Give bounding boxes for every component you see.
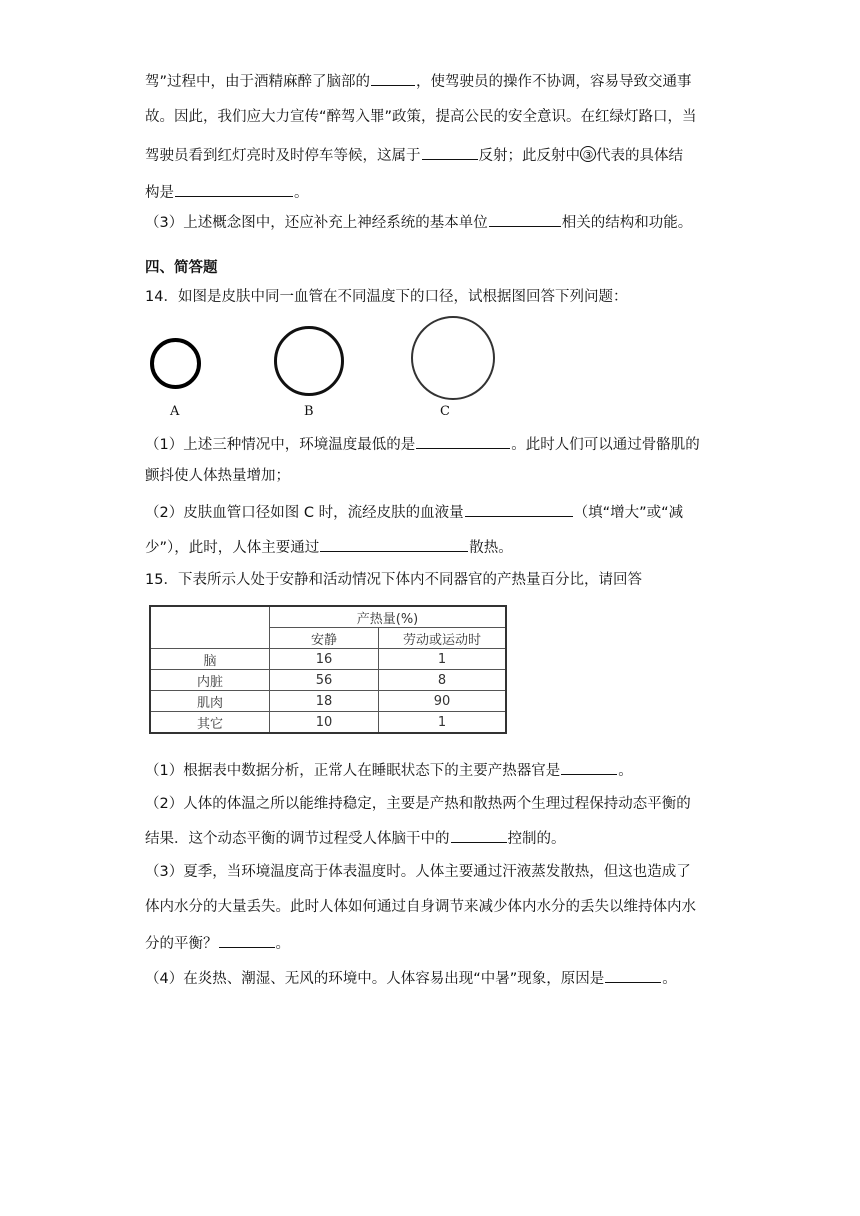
q15-text: 控制的。: [507, 831, 566, 847]
table-cell-active: 8: [379, 670, 507, 691]
q14-text: （2）皮肤血管口径如图 C 时，流经皮肤的血液量: [145, 505, 464, 521]
q15-text: 。: [662, 971, 677, 987]
q14-stem: 14．如图是皮肤中同一血管在不同温度下的口径，试根据图回答下列问题：: [145, 289, 628, 305]
answer-blank[interactable]: [451, 827, 507, 843]
answer-blank[interactable]: [465, 501, 573, 517]
vessel-b-label: B: [304, 404, 314, 419]
table-cell-active: 1: [379, 712, 507, 734]
table-header-heat: 产热量(%): [270, 606, 507, 628]
table-cell-organ: 肌肉: [150, 691, 270, 712]
section-heading: 四、简答题: [145, 260, 218, 276]
q15-text: （4）在炎热、潮湿、无风的环境中。人体容易出现“中暑”现象，原因是: [145, 971, 605, 987]
table-header-row: [150, 606, 506, 628]
q13-text: 代表的具体结: [596, 148, 683, 164]
q13-line-2: [145, 107, 697, 127]
table-col-rest: 安静: [270, 628, 379, 649]
vessel-a-diagram: [150, 338, 201, 389]
q15-part3-line3: [145, 932, 290, 954]
q13-text: ，使驾驶员的操作不协调，容易导致交通事: [416, 74, 692, 90]
table-row: [150, 712, 506, 734]
q13-text: 。: [294, 185, 309, 201]
q14-text: （填“增大”或“减: [573, 505, 684, 521]
q13-line-3: [145, 144, 683, 166]
q15-text: 。: [275, 936, 290, 952]
q13-line-4: [145, 181, 309, 203]
answer-blank[interactable]: [219, 932, 275, 948]
q13-text: 构是: [145, 185, 174, 201]
q15-text: 分的平衡？: [145, 936, 218, 952]
answer-blank[interactable]: [605, 967, 661, 983]
q13-text: 相关的结构和功能。: [561, 215, 693, 231]
q15-part3-line2: 体内水分的大量丢失。此时人体如何通过自身调节来减少体内水分的丢失以维持体内水: [145, 899, 696, 915]
q13-line-1: [145, 70, 692, 92]
vessel-a-label: A: [170, 404, 180, 419]
vessel-b-diagram: [274, 326, 344, 396]
q13-text: 驾”过程中，由于酒精麻醉了脑部的: [145, 74, 371, 90]
answer-blank[interactable]: [422, 144, 478, 160]
q13-text: 反射；此反射中: [478, 148, 580, 164]
q15-part2-line1: （2）人体的体温之所以能维持稳定，主要是产热和散热两个生理过程保持动态平衡的: [145, 796, 691, 812]
q15-part2-line2: [145, 827, 566, 849]
q15-stem: 15．下表所示人处于安静和活动情况下体内不同器官的产热量百分比，请回答: [145, 572, 642, 588]
circled-number-3: ③: [580, 146, 596, 162]
answer-blank[interactable]: [416, 433, 510, 449]
answer-blank[interactable]: [561, 759, 617, 775]
q13-line-5: [145, 211, 692, 233]
table-cell-organ: 其它: [150, 712, 270, 734]
table-cell-rest: 18: [270, 691, 379, 712]
q15-part3-line1: （3）夏季，当环境温度高于体表温度时。人体主要通过汗液蒸发散热，但这也造成了: [145, 864, 691, 880]
vessel-c-diagram: [411, 316, 495, 400]
q13-text: 故。因此，我们应大力宣传“醉驾入罪”政策，提高公民的安全意识。在红绿灯路口，当: [145, 109, 697, 125]
q15-part1: [145, 759, 633, 781]
q15-text: （1）根据表中数据分析，正常人在睡眠状态下的主要产热器官是: [145, 763, 561, 779]
q14-text: 散热。: [469, 540, 513, 556]
q13-text: （3）上述概念图中，还应补充上神经系统的基本单位: [145, 215, 488, 231]
q14-part1-line2: 颤抖使人体热量增加；: [145, 468, 290, 484]
table-cell-rest: 56: [270, 670, 379, 691]
q13-text: 驾驶员看到红灯亮时及时停车等候，这属于: [145, 148, 421, 164]
table-cell-organ: 脑: [150, 649, 270, 670]
table-cell-organ: 内脏: [150, 670, 270, 691]
table-row: [150, 670, 506, 691]
table-cell-active: 1: [379, 649, 507, 670]
answer-blank[interactable]: [371, 70, 415, 86]
answer-blank[interactable]: [489, 211, 561, 227]
q15-text: 。: [618, 763, 633, 779]
q14-part2-line2: [145, 536, 513, 558]
table-col-active: 劳动或运动时: [379, 628, 507, 649]
q14-text: 少”），此时，人体主要通过: [145, 540, 320, 556]
q14-part2-line1: [145, 501, 683, 523]
table-row: [150, 691, 506, 712]
table-cell-active: 90: [379, 691, 507, 712]
table-cell-rest: 10: [270, 712, 379, 734]
table-cell-rest: 16: [270, 649, 379, 670]
vessel-c-label: C: [440, 404, 450, 419]
q14-text: （1）上述三种情况中，环境温度最低的是: [145, 437, 416, 453]
q15-part4: [145, 967, 677, 989]
q14-part1-line1: [145, 433, 700, 455]
q15-text: 结果．这个动态平衡的调节过程受人体脑干中的: [145, 831, 450, 847]
table-corner-cell: [150, 606, 270, 649]
q14-text: 。此时人们可以通过骨骼肌的: [511, 437, 700, 453]
answer-blank[interactable]: [175, 181, 293, 197]
table-row: [150, 649, 506, 670]
heat-production-table: [149, 605, 507, 734]
answer-blank[interactable]: [320, 536, 468, 552]
